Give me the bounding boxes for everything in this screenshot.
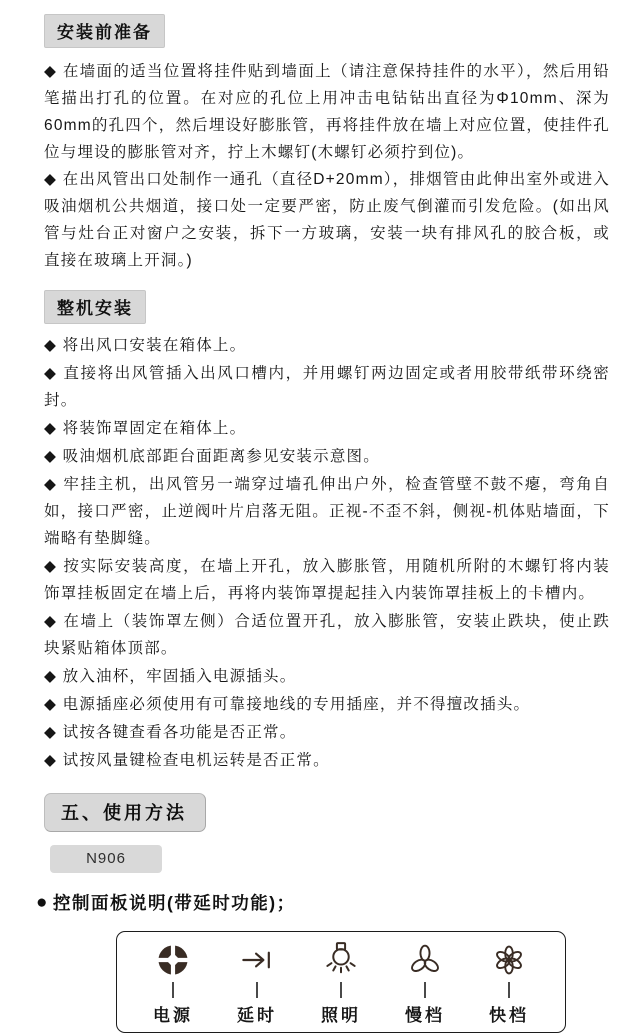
panel-button-fan-fast <box>489 940 529 1026</box>
install-bullet: ◆ 牢挂主机，出风管另一端穿过墙孔伸出户外，检查管壁不鼓不瘪，弯角自如，接口严密，止逆阀叶片启落无阻。正视-不歪不斜，侧视-机体贴墙面，下端略有垫脚缝。 <box>44 476 610 547</box>
panel-button-label: 电源 <box>153 1006 193 1025</box>
panel-button-label: 照明 <box>321 1006 361 1025</box>
power-icon <box>153 940 193 980</box>
pre-install-paragraph-2: ◆ 在出风管出口处制作一通孔（直径D+20mm），排烟管由此伸出室外或进入吸油烟机公共烟道，接口处一定要严密，防止废气倒灌而引发危险。(如出风管与灶台正对窗户之安装，拆下一方玻璃，安装一块有排风孔的胶合板，或直接在玻璃上开洞。) <box>44 171 610 269</box>
connector-line <box>508 982 510 998</box>
panel-button-fan-slow <box>405 940 445 1026</box>
fan-slow-icon <box>405 940 445 980</box>
install-bullet: ◆ 试按各键查看各功能是否正常。 <box>44 724 297 741</box>
install-bullet: ◆ 电源插座必须使用有可靠接地线的专用插座，并不得擅改插头。 <box>44 696 531 713</box>
install-bullet: ◆ 在墙上（装饰罩左侧）合适位置开孔，放入膨胀管，安装止跌块，使止跌块紧贴箱体顶部。 <box>44 613 610 657</box>
delay-icon <box>237 940 277 980</box>
panel-button-label: 延时 <box>237 1006 277 1025</box>
section-heading-install: 整机安装 <box>44 290 146 324</box>
control-panel-diagram <box>116 931 566 1033</box>
install-bullet: ◆ 放入油杯，牢固插入电源插头。 <box>44 668 297 685</box>
install-bullet: ◆ 按实际安装高度，在墙上开孔，放入膨胀管，用随机所附的木螺钉将内装饰罩挂板固定在墙上后，再将内装饰罩提起挂入内装饰罩挂板上的卡槽内。 <box>44 558 610 602</box>
install-bullet: ◆ 试按风量键检查电机运转是否正常。 <box>44 752 330 769</box>
pre-install-paragraph-1: ◆ 在墙面的适当位置将挂件贴到墙面上（请注意保持挂件的水平），然后用铅笔描出打孔的位置。在对应的孔位上用冲击电钻钻出直径为Φ10mm、深为60mm的孔四个，然后埋设好膨胀管，再将挂件放在墙上对应位置，使挂件孔位与埋设的膨胀管对齐，拧上木螺钉(木螺钉必须拧到位)。 <box>44 63 610 161</box>
fan-fast-icon <box>489 940 529 980</box>
panel-button-label: 快档 <box>489 1006 529 1025</box>
install-bullet: ◆ 将出风口安装在箱体上。 <box>44 337 247 354</box>
install-bullet: ◆ 将装饰罩固定在箱体上。 <box>44 420 247 437</box>
connector-line <box>424 982 426 998</box>
connector-line <box>172 982 174 998</box>
model-badge: N906 <box>50 845 162 873</box>
panel-button-power <box>153 940 193 1026</box>
bullet-dot-icon: ● <box>36 892 49 913</box>
install-bullet-list <box>44 332 610 774</box>
panel-button-delay <box>237 940 277 1026</box>
connector-line <box>340 982 342 998</box>
install-bullet: ◆ 直接将出风管插入出风口槽内，并用螺钉两边固定或者用胶带纸带环绕密封。 <box>44 365 610 409</box>
chapter-title-usage: 五、使用方法 <box>44 793 206 832</box>
panel-caption-line <box>36 890 610 915</box>
panel-button-light <box>321 940 361 1026</box>
connector-line <box>256 982 258 998</box>
install-bullet: ◆ 吸油烟机底部距台面距离参见安装示意图。 <box>44 448 380 465</box>
light-icon <box>321 940 361 980</box>
section-heading-pre-install: 安装前准备 <box>44 14 165 48</box>
panel-caption-text: 控制面板说明(带延时功能)； <box>52 893 296 913</box>
panel-button-label: 慢档 <box>405 1006 445 1025</box>
